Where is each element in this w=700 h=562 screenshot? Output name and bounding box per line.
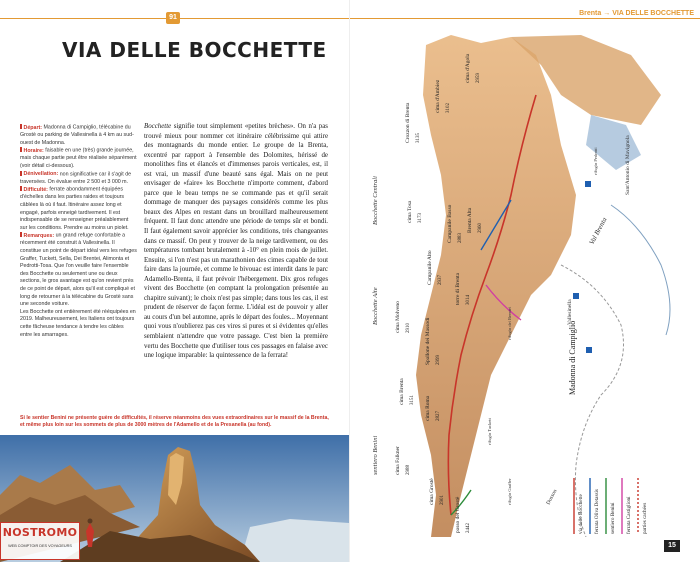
- peak-label: Spallone dei Massodi: [425, 317, 431, 365]
- place-label: Val Brenta: [587, 216, 609, 246]
- logo-name: NOSTROMO: [2, 526, 78, 539]
- info-label: Dénivellation:: [20, 171, 58, 177]
- body-lead: Bocchette: [144, 123, 172, 130]
- peak-elev: 3135: [416, 133, 421, 143]
- info-remarques: [20, 232, 137, 308]
- place-label: Sant'Antonio di Mavignola: [625, 135, 631, 195]
- hut-marker: [586, 347, 592, 353]
- place-label: Vallesinella: [567, 299, 573, 325]
- legend-label: ferrata Oliva Detassis: [594, 489, 600, 534]
- stream: [611, 205, 670, 335]
- peak-elev: 2827: [436, 411, 441, 421]
- map-legend: [568, 470, 678, 542]
- breadcrumb-title: VIA DELLE BOCCHETTE: [612, 10, 694, 17]
- hut-label: rifugio Tuckett: [487, 418, 492, 445]
- peak-elev: 2999: [436, 355, 441, 365]
- page-title: VIA DELLE BOCCHETTE: [62, 38, 327, 62]
- nostromo-logo: [0, 522, 80, 560]
- hut-label: rifugio Pedrotti: [593, 147, 598, 175]
- info-label: Remarques:: [20, 233, 54, 239]
- info-horaire: [20, 147, 137, 170]
- info-note: [20, 309, 137, 339]
- legend-label: via delle Bocchette: [578, 494, 584, 534]
- info-difficulte: [20, 186, 137, 232]
- info-text: ferrate abondamment équipées d'échelles dans les parties raides et toujours câblées là où il faut. Itinéraire assez long et engagé, parfois enneigé tardivement. Il est indispensable de se renseigner préalablement sur les conditions. Prendre au moins un piolet.: [20, 186, 129, 231]
- legend-label: ferrata Castiglioni: [626, 496, 632, 534]
- peak-elev: 3151: [410, 395, 415, 405]
- peak-label: Crozzon di Brenta: [405, 102, 411, 143]
- info-label: Horaire:: [20, 148, 44, 154]
- legend-label: parties cachées: [642, 502, 648, 534]
- info-text: un grand refuge confortable a récemment été construit à Vallesinella. Il constitue un point de départ idéal vers les refuges Graffer, Tuckett, Sella, Dei Brentei, Alimonta et Pedrotti-Tosa. Que l'on veuille faire l'ensemble des Bocchette ou seulement une ou deux sections, le gros avantage est qu'on revient près de ce point de départ, alors qu'il est compliqué et long de retourner à la télécabine du Grostè sans une seconde voiture.: [20, 232, 137, 308]
- info-text: non significative car il s'agit de traversées. On évalue entre 2 500 et 3 000 m.: [20, 171, 132, 185]
- info-label: Difficulté:: [20, 187, 48, 193]
- route-label: sentiero Benini: [372, 435, 379, 475]
- peak-elev: 2901: [440, 495, 445, 505]
- page-gutter: [349, 0, 350, 562]
- peak-label: Brenta Alta: [467, 207, 473, 233]
- peak-elev: 2959: [476, 73, 481, 83]
- photo-caption: Si le sentier Benini ne présente guère de difficultés, il réserve néanmoins des vues extraordinaires sur le massif de la Brenta, et même plus loin sur les sommets de plus de 3000 mètres de l'Adamello et de la Presanella (au fond).: [20, 415, 329, 428]
- route-label: Bocchette Alte: [372, 287, 379, 325]
- breadcrumb-section: Brenta: [579, 10, 602, 17]
- peak-label: cima Tosa: [407, 200, 413, 223]
- place-label: Madonna di Campiglio: [568, 320, 577, 395]
- body-text: [144, 122, 328, 361]
- peak-label: cima Roma: [425, 395, 431, 421]
- place-label: Dosson: [545, 488, 559, 506]
- peak-label: cima d'Ambiez: [435, 79, 441, 113]
- peak-elev: 2442: [466, 523, 471, 533]
- peak-elev: 2988: [406, 465, 411, 475]
- peak-elev: 2910: [406, 323, 411, 333]
- info-text: faisable en une (très) grande journée, mais chaque partie peut être réalisée séparément (voir détail ci-dessous).: [20, 147, 137, 169]
- peak-label: torre di Brenta: [455, 272, 461, 305]
- info-text: Les Bocchette ont entièrement été rééquipées en 2019. Malheureusement, les Italiens ont toujours cette fâcheuse tendance à tendre les câbles entre les amarrages.: [20, 308, 136, 338]
- logo-tagline: WEB COMPTOIR DES VOYAGEURS: [8, 544, 72, 548]
- info-text: Madonna di Campiglio, télécabine du Grostè ou parking de Vallesinella à 4 km au sud-ouest de Madonna.: [20, 124, 134, 146]
- info-box: [20, 124, 137, 339]
- route-label: Bocchette Centrali: [372, 176, 379, 225]
- page-number-badge: 91: [166, 12, 180, 24]
- peak-elev: 3102: [446, 103, 451, 113]
- hut-marker: [573, 293, 579, 299]
- peak-label: cima Molveno: [395, 301, 401, 333]
- info-label: Départ:: [20, 125, 42, 131]
- route-map: [361, 35, 686, 537]
- peak-label: cima Brenta: [399, 378, 405, 405]
- peak-elev: 2883: [458, 233, 463, 243]
- peak-label: cima d'Agola: [465, 53, 471, 83]
- info-depart: [20, 124, 137, 147]
- body-paragraph: signifie tout simplement «petites brèches». On n'a pas trouvé mieux pour nommer cet itinéraire célébrissime qui attire des montagnards du monde entier. Le groupe de la Brenta, excentré par rapport à l'ensemble des Dolomites, hérissé de monolithes fins et élancés et d'immenses parois verticales, est, il est vrai, un massif d'une beauté sans égal. Mais on ne peut envisager de «faire» les Bocchette n'importe comment, d'abord parce que le beau temps ne se commande pas et qu'il serait dommage de manquer des paysages considérés comme les plus beaux des Alpes en restant dans un brouillard malheureusement fréquent. Il faut donc attendre une période de temps sûr et bondi. Il faut également savoir apprécier les conditions, très changeantes dans ce massif. On peut y trouver de la neige tardivement, ou des températures tombant brutalement à -10° en plein mois de juillet. Ensuite, si l'on n'est pas un marathonien des cimes capable de tout faire dans la journée, et comme le bivouac est interdit dans le parc Adamello-Brenta, il faut prévoir l'hébergement. Dix gros refuges vivent des Bocchette (en comptant la prolongation présentée au chapitre suivant); le choix n'est pas simple; dans tous les cas, il est prudent de réserver de façon ferme. L'idéal est de pouvoir y aller au cours d'un bel automne, après le départ des foules... Moyennant quoi vous n'oublierez pas ces vires si pures et si évidentes qu'elles semblaient n'attendre que votre passage. C'est bien la première vertu des Bocchette que d'utiliser tous ces passages en falaise avec une logique imparable: la quintessence de la ferrata!: [144, 123, 328, 360]
- peak-elev: 3014: [466, 295, 471, 305]
- peak-label: Campanile Basso: [447, 204, 453, 243]
- hut-label: rifugio Graffer: [507, 478, 512, 505]
- peak-label: Campanile Alto: [427, 250, 433, 285]
- hut-marker: [585, 181, 591, 187]
- hut-label: rifugio dei Brentei: [507, 306, 512, 340]
- legend-label: sentiero Benini: [610, 502, 616, 534]
- peak-elev: 3173: [418, 213, 423, 223]
- breadcrumb: [579, 10, 694, 17]
- info-denivellation: [20, 171, 137, 187]
- right-page-number: 15: [664, 540, 680, 552]
- peak-elev: 2937: [438, 275, 443, 285]
- breadcrumb-arrow-icon: →: [603, 10, 611, 17]
- peak-label: cima Grostè: [429, 478, 435, 505]
- peak-label: cima Falkner: [395, 446, 401, 475]
- peak-label: passo del Grostè: [455, 496, 461, 533]
- peak-elev: 2960: [478, 223, 483, 233]
- header-rule: [0, 18, 700, 19]
